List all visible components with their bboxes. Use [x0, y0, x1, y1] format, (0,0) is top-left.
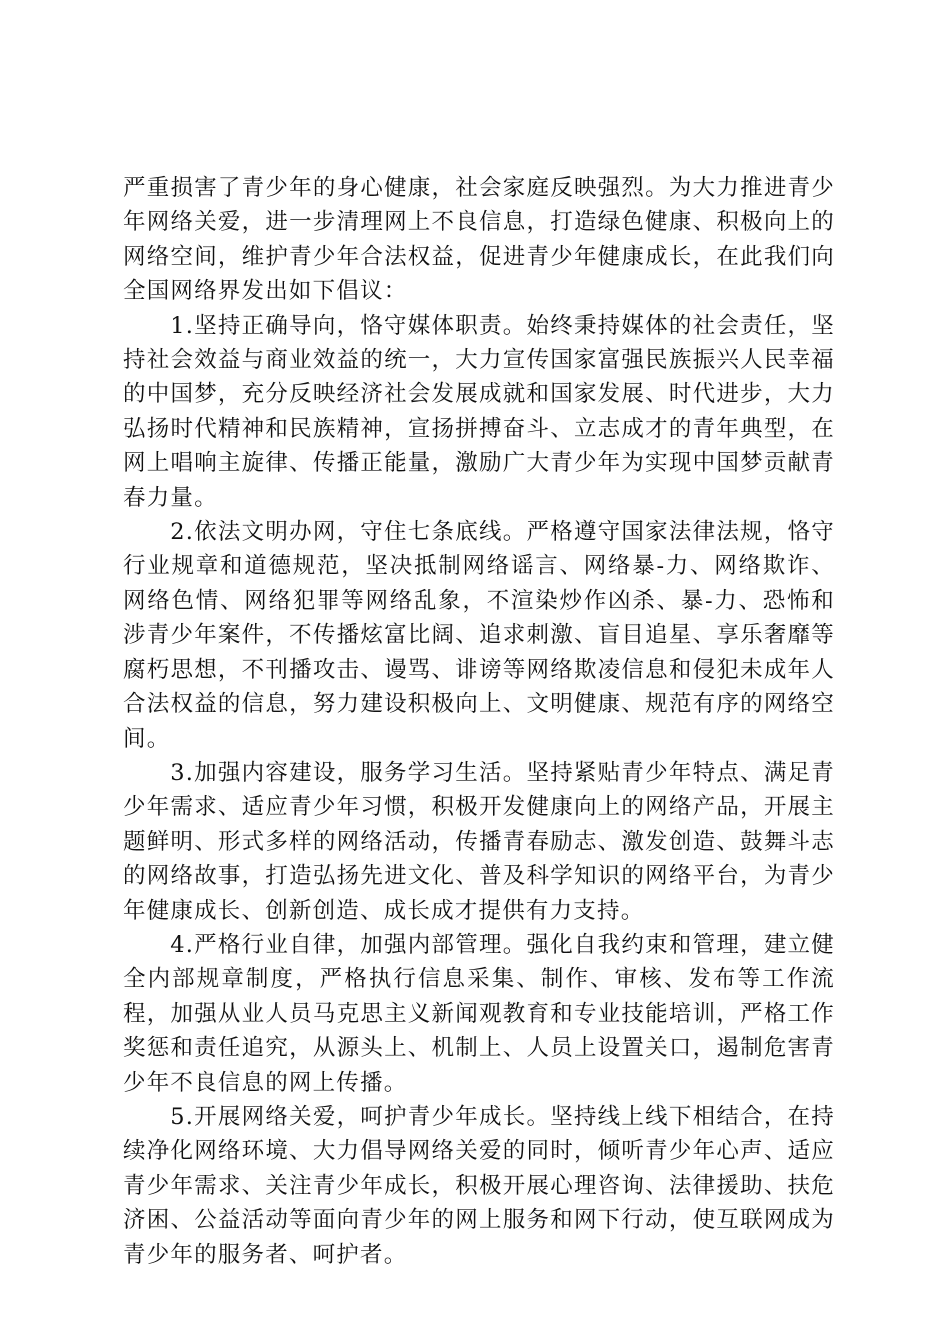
paragraph-item-5: 5.开展网络关爱，呵护青少年成长。坚持线上线下相结合，在持续净化网络环境、大力倡导网络关爱的同时，倾听青少年心声、适应青少年需求、关注青少年成长，积极开展心理咨询、法律援助、扶危济困、公益活动等面向青少年的网上服务和网下行动，使互联网成为青少年的服务者、呵护者。	[123, 1103, 835, 1268]
paragraph-item-1: 1.坚持正确导向，恪守媒体职责。始终秉持媒体的社会责任，坚持社会效益与商业效益的统一，大力宣传国家富强民族振兴人民幸福的中国梦，充分反映经济社会发展成就和国家发展、时代进步，大力弘扬时代精神和民族精神，宣扬拼搏奋斗、立志成才的青年典型，在网上唱响主旋律、传播正能量，激励广大青少年为实现中国梦贡献青春力量。	[123, 312, 835, 511]
paragraph-intro: 严重损害了青少年的身心健康，社会家庭反映强烈。为大力推进青少年网络关爱，进一步清理网上不良信息，打造绿色健康、积极向上的网络空间，维护青少年合法权益，促进青少年健康成长，在此我们向全国网络界发出如下倡议：	[123, 175, 835, 305]
document-body	[123, 171, 835, 1272]
paragraph-item-2: 2.依法文明办网，守住七条底线。严格遵守国家法律法规，恪守行业规章和道德规范，坚决抵制网络谣言、网络暴-力、网络欺诈、网络色情、网络犯罪等网络乱象，不渲染炒作凶杀、暴-力、恐怖和涉青少年案件，不传播炫富比阔、追求刺激、盲目追星、享乐奢靡等腐朽思想，不刊播攻击、谩骂、诽谤等网络欺凌信息和侵犯未成年人合法权益的信息，努力建设积极向上、文明健康、规范有序的网络空间。	[123, 519, 835, 752]
paragraph-item-3: 3.加强内容建设，服务学习生活。坚持紧贴青少年特点、满足青少年需求、适应青少年习惯，积极开发健康向上的网络产品，开展主题鲜明、形式多样的网络活动，传播青春励志、激发创造、鼓舞斗志的网络故事，打造弘扬先进文化、普及科学知识的网络平台，为青少年健康成长、创新创造、成长成才提供有力支持。	[123, 759, 835, 924]
paragraph-item-4: 4.严格行业自律，加强内部管理。强化自我约束和管理，建立健全内部规章制度，严格执行信息采集、制作、审核、发布等工作流程，加强从业人员马克思主义新闻观教育和专业技能培训，严格工作奖惩和责任追究，从源头上、机制上、人员上设置关口，遏制危害青少年不良信息的网上传播。	[123, 931, 835, 1096]
